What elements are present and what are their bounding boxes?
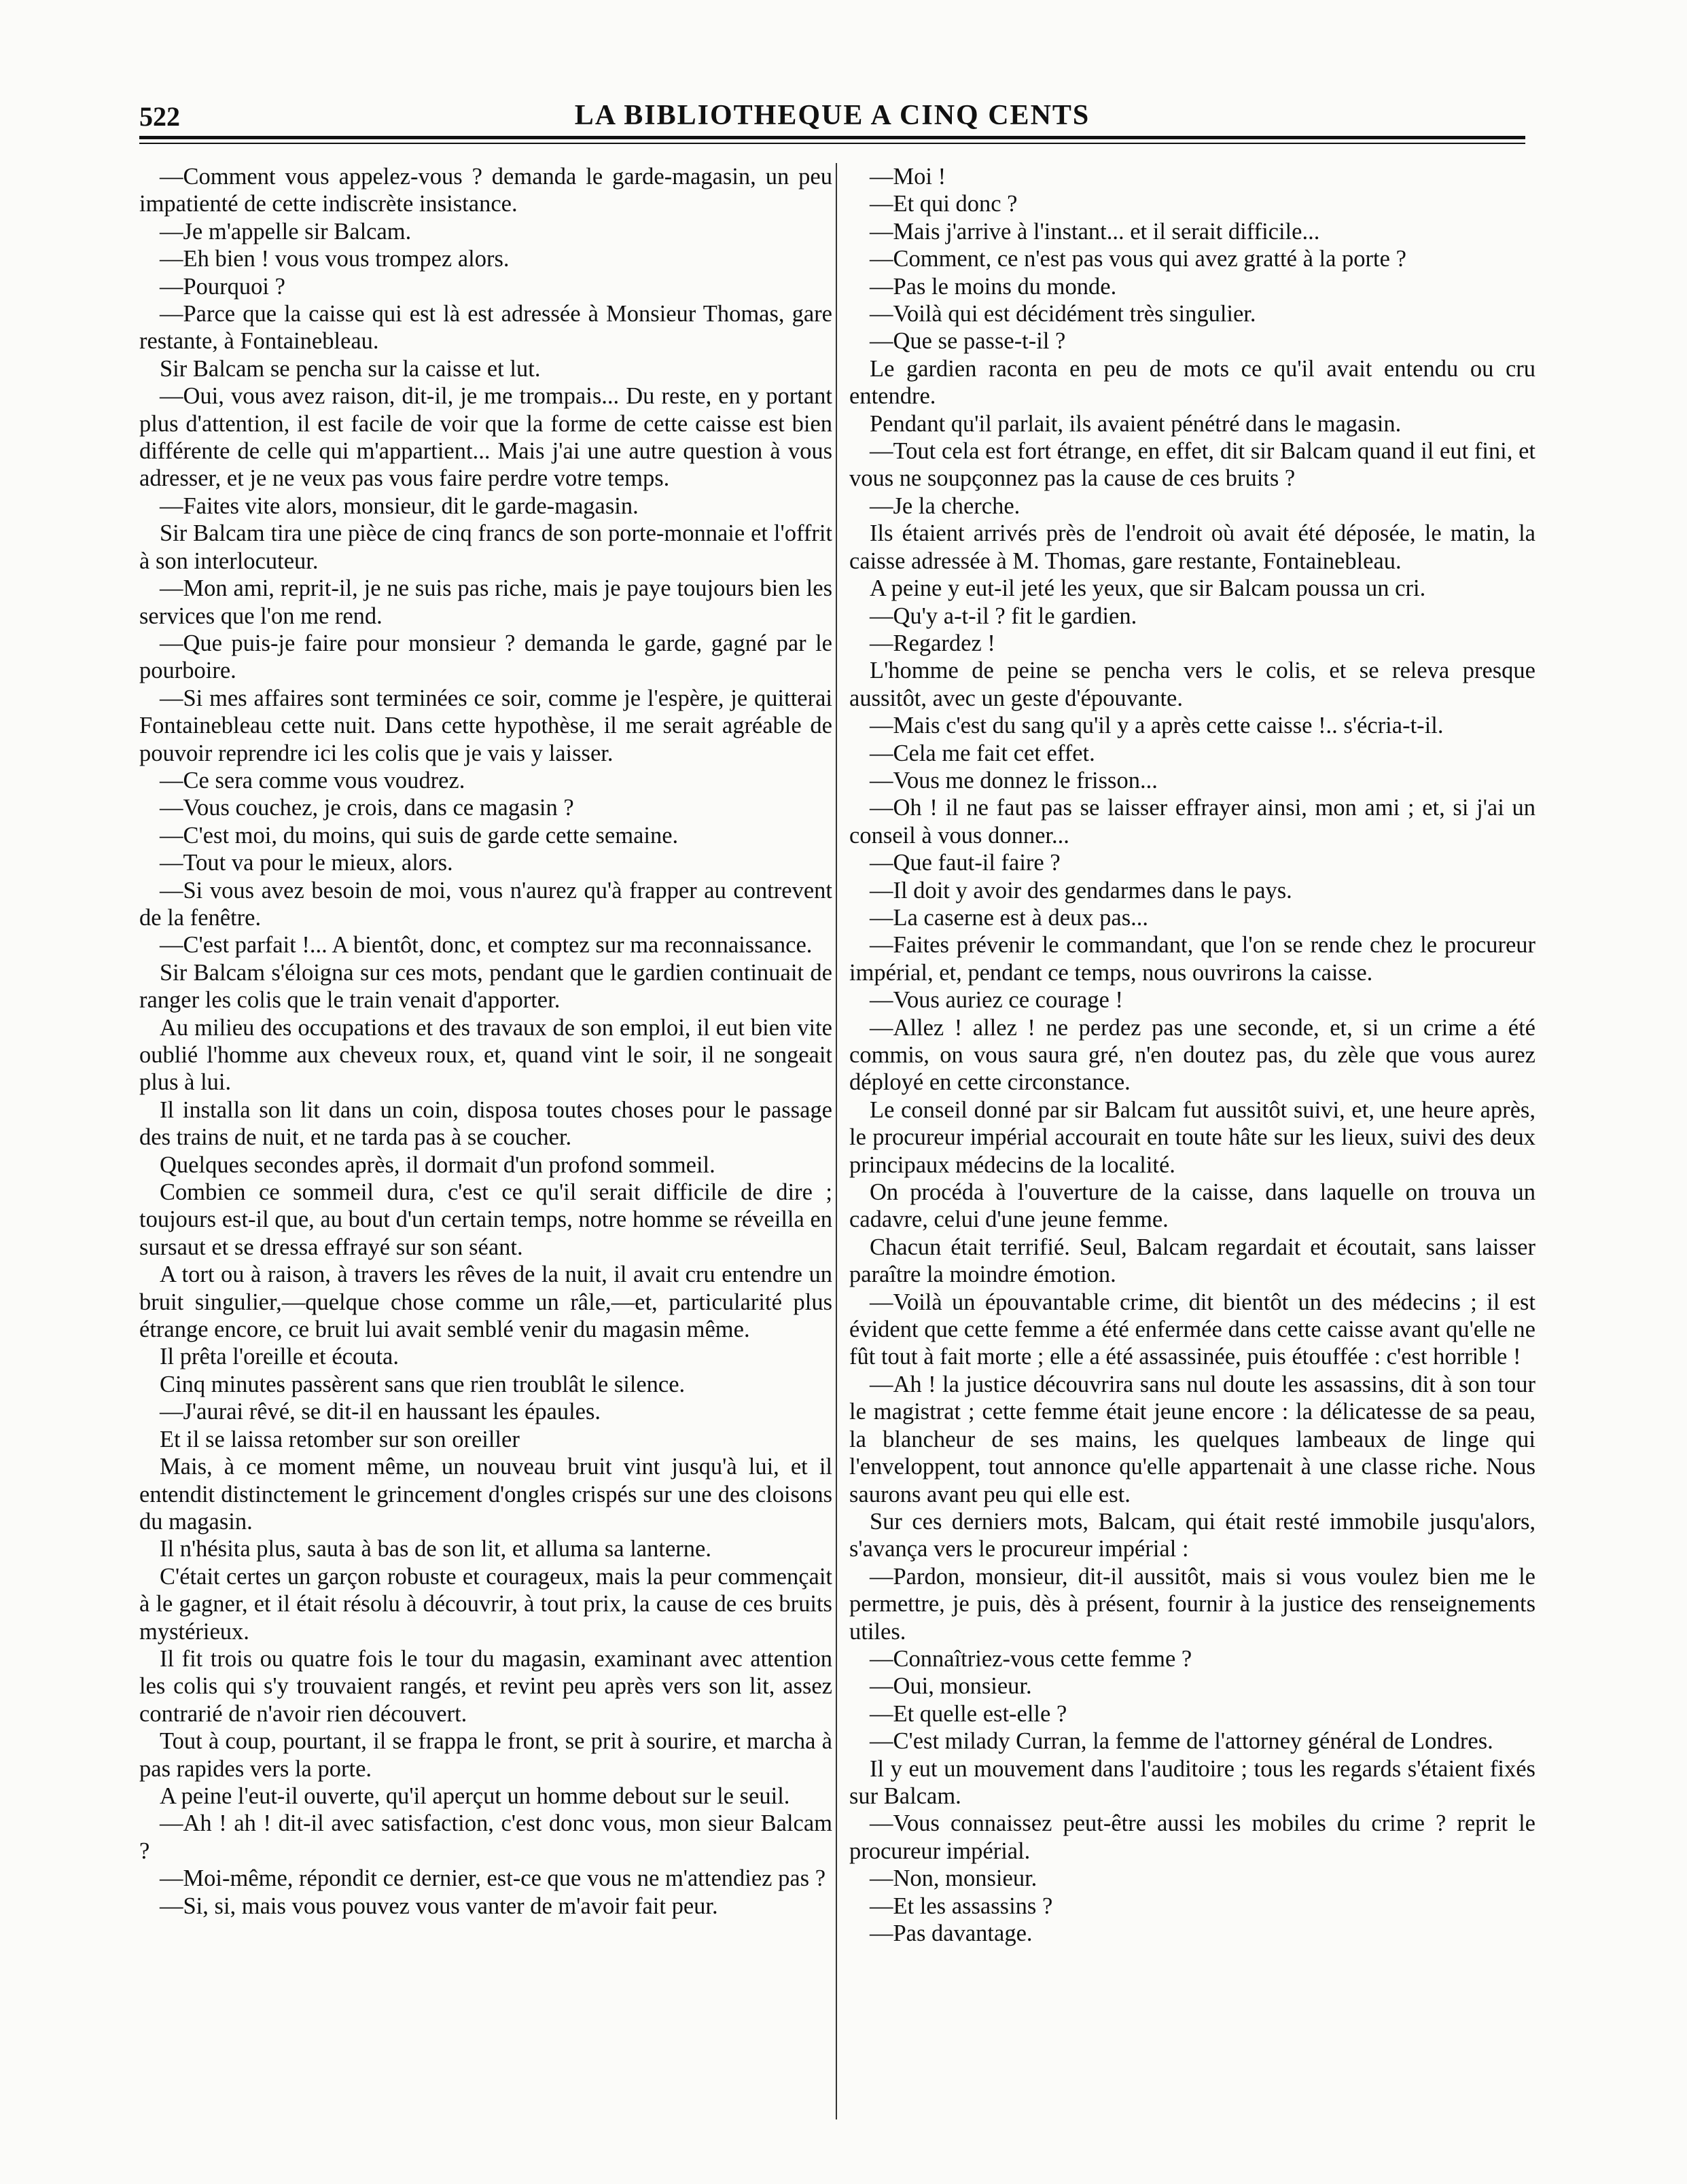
paragraph: —Ah ! ah ! dit-il avec satisfaction, c'est donc vous, mon sieur Balcam ?	[139, 1810, 832, 1864]
paragraph: Il y eut un mouvement dans l'auditoire ; tous les regards s'étaient fixés sur Balcam.	[849, 1755, 1535, 1809]
paragraph: —Mais j'arrive à l'instant... et il serait difficile...	[870, 218, 1320, 245]
paragraph: A tort ou à raison, à travers les rêves de la nuit, il avait cru entendre un bruit singulier,—quelque chose comme un râle,—et, particularité plus étrange encore, ce bruit lui avait semblé venir du magasin même.	[139, 1261, 832, 1343]
paragraph: —Oh ! il ne faut pas se laisser effrayer ainsi, mon ami ; et, si j'ai un conseil à vous donner...	[849, 795, 1535, 848]
paragraph: A peine l'eut-il ouverte, qu'il aperçut un homme debout sur le seuil.	[160, 1783, 790, 1809]
paragraph: —Moi !	[870, 164, 946, 190]
paragraph: —Je m'appelle sir Balcam.	[160, 218, 412, 245]
paragraph: Sir Balcam se pencha sur la caisse et lut.	[160, 355, 541, 382]
left-column	[139, 163, 832, 1920]
paragraph: A peine y eut-il jeté les yeux, que sir Balcam poussa un cri.	[870, 575, 1426, 602]
paragraph: —Et qui donc ?	[870, 191, 1018, 217]
paragraph: —Que puis-je faire pour monsieur ? demanda le garde, gagné par le pourboire.	[139, 630, 832, 684]
paragraph: Cinq minutes passèrent sans que rien troublât le silence.	[160, 1371, 686, 1397]
paragraph: —Oui, vous avez raison, dit-il, je me trompais... Du reste, en y portant plus d'attention, il est facile de voir que la forme de cette caisse est bien différente de celle qui m'appartient... Mais j'ai une autre question à vous adresser, et je ne veux pas vous faire perdre votre temps.	[139, 383, 832, 492]
page-number: 522	[139, 101, 180, 132]
paragraph: Au milieu des occupations et des travaux de son emploi, il eut bien vite oublié l'homme aux cheveux roux, et, quand vint le soir, il ne songeait plus à lui.	[139, 1014, 832, 1096]
paragraph: Il n'hésita plus, sauta à bas de son lit, et alluma sa lanterne.	[160, 1536, 711, 1562]
running-header	[139, 95, 1525, 136]
paragraph: —Eh bien ! vous vous trompez alors.	[160, 246, 510, 272]
paragraph: —Pas le moins du monde.	[870, 273, 1117, 300]
paragraph: —Que se passe-t-il ?	[870, 328, 1066, 355]
paragraph: —Si vous avez besoin de moi, vous n'aurez qu'à frapper au contrevent de la fenêtre.	[139, 877, 832, 931]
paragraph: —Moi-même, répondit ce dernier, est-ce que vous ne m'attendiez pas ?	[160, 1865, 826, 1892]
paragraph: Et il se laissa retomber sur son oreiller	[160, 1426, 520, 1452]
paragraph: Sur ces derniers mots, Balcam, qui était resté immobile jusqu'alors, s'avança vers le procureur impérial :	[849, 1508, 1535, 1562]
paragraph: Combien ce sommeil dura, c'est ce qu'il serait difficile de dire ; toujours est-il que, au bout d'un certain temps, notre homme se réveilla en sursaut et se dressa effrayé sur son séant.	[139, 1179, 832, 1260]
paragraph: —C'est parfait !... A bientôt, donc, et comptez sur ma reconnaissance.	[160, 932, 813, 959]
paragraph: —Voilà qui est décidément très singulier.	[870, 301, 1256, 327]
paragraph: —Ah ! la justice découvrira sans nul doute les assassins, dit à son tour le magistrat ; cette femme était jeune encore : la délicatesse de sa peau, la blancheur de ses mains, les quelques lambeaux de linge qui l'enveloppent, tout annonce qu'elle appartenait à une classe riche. Nous saurons avant peu qui elle est.	[849, 1371, 1535, 1507]
paragraph: —Comment vous appelez-vous ? demanda le garde-magasin, un peu impatienté de cette indiscrète insistance.	[139, 164, 832, 217]
paragraph: —Comment, ce n'est pas vous qui avez gratté à la porte ?	[870, 246, 1406, 272]
header-rule	[139, 136, 1525, 139]
paragraph: Il prêta l'oreille et écouta.	[160, 1344, 399, 1370]
paragraph: Quelques secondes après, il dormait d'un profond sommeil.	[160, 1151, 715, 1178]
paragraph: —Qu'y a-t-il ? fit le gardien.	[870, 603, 1137, 629]
paragraph: —Non, monsieur.	[870, 1865, 1037, 1892]
paragraph: —Ce sera comme vous voudrez.	[160, 767, 465, 793]
paragraph: —La caserne est à deux pas...	[870, 904, 1148, 931]
paragraph: —Pourquoi ?	[160, 273, 285, 300]
paragraph: Il installa son lit dans un coin, disposa toutes choses pour le passage des trains de nuit, et ne tarda pas à se coucher.	[139, 1096, 832, 1151]
paragraph: —C'est moi, du moins, qui suis de garde cette semaine.	[160, 822, 679, 848]
paragraph: —Regardez !	[870, 630, 995, 656]
paragraph: —Faites vite alors, monsieur, dit le garde-magasin.	[160, 493, 639, 519]
paragraph: —Que faut-il faire ?	[870, 850, 1061, 876]
paragraph: —Vous me donnez le frisson...	[870, 767, 1158, 793]
paragraph: —Pas davantage.	[870, 1920, 1033, 1946]
page-title: LA BIBLIOTHEQUE A CINQ CENTS	[574, 100, 1090, 131]
header-rule-thin	[139, 143, 1525, 144]
paragraph: Le conseil donné par sir Balcam fut aussitôt suivi, et, une heure après, le procureur impérial accourait en toute hâte sur les lieux, suivi des deux principaux médecins de la localité.	[849, 1096, 1535, 1178]
paragraph: —Vous connaissez peut-être aussi les mobiles du crime ? reprit le procureur impérial.	[849, 1810, 1535, 1864]
paragraph: —Cela me fait cet effet.	[870, 740, 1095, 766]
paragraph: Sir Balcam s'éloigna sur ces mots, pendant que le gardien continuait de ranger les colis que le train venait d'apporter.	[139, 959, 832, 1014]
paragraph: —Parce que la caisse qui est là est adressée à Monsieur Thomas, gare restante, à Fontainebleau.	[139, 301, 832, 355]
paragraph: —Oui, monsieur.	[870, 1673, 1032, 1700]
paragraph: —Et les assassins ?	[870, 1893, 1053, 1919]
paragraph: —Connaîtriez-vous cette femme ?	[870, 1645, 1192, 1672]
paragraph: —Mon ami, reprit-il, je ne suis pas riche, mais je paye toujours bien les services que l'on me rend.	[139, 575, 832, 629]
paragraph: C'était certes un garçon robuste et courageux, mais la peur commençait à le gagner, et il était résolu à découvrir, à tout prix, la cause de ces bruits mystérieux.	[139, 1563, 832, 1645]
paragraph: Chacun était terrifié. Seul, Balcam regardait et écoutait, sans laisser paraître la moindre émotion.	[849, 1234, 1535, 1288]
paragraph: —Mais c'est du sang qu'il y a après cette caisse !.. s'écria-t-il.	[870, 713, 1444, 739]
paragraph: —Vous auriez ce courage !	[870, 987, 1123, 1014]
paragraph: —Et quelle est-elle ?	[870, 1700, 1067, 1727]
paragraph: Mais, à ce moment même, un nouveau bruit vint jusqu'à lui, et il entendit distinctement le grincement d'ongles crispés sur une des cloisons du magasin.	[139, 1454, 832, 1535]
paragraph: —Il doit y avoir des gendarmes dans le pays.	[870, 877, 1292, 903]
paragraph: —Je la cherche.	[870, 493, 1020, 519]
right-column	[849, 163, 1535, 1947]
paragraph: —Faites prévenir le commandant, que l'on se rende chez le procureur impérial, et, pendant ce temps, nous ouvrirons la caisse.	[849, 932, 1535, 986]
paragraph: —Pardon, monsieur, dit-il aussitôt, mais si vous voulez bien me le permettre, je puis, dès à présent, fournir à la justice des renseignements utiles.	[849, 1563, 1535, 1645]
paragraph: L'homme de peine se pencha vers le colis, et se releva presque aussitôt, avec un geste d'épouvante.	[849, 658, 1535, 711]
paragraph: Ils étaient arrivés près de l'endroit où avait été déposée, le matin, la caisse adressée à M. Thomas, gare restante, Fontainebleau.	[849, 520, 1535, 574]
paragraph: On procéda à l'ouverture de la caisse, dans laquelle on trouva un cadavre, celui d'une jeune femme.	[849, 1179, 1535, 1233]
paragraph: Sir Balcam tira une pièce de cinq francs de son porte-monnaie et l'offrit à son interlocuteur.	[139, 520, 832, 574]
paragraph: Le gardien raconta en peu de mots ce qu'il avait entendu ou cru entendre.	[849, 355, 1535, 410]
paragraph: —Si mes affaires sont terminées ce soir, comme je l'espère, je quitterai Fontainebleau cette nuit. Dans cette hypothèse, il me serait agréable de pouvoir reprendre ici les colis que je vais y laisser.	[139, 685, 832, 766]
paragraph: —Allez ! allez ! ne perdez pas une seconde, et, si un crime a été commis, on vous saura gré, n'en doutez pas, du zèle que vous aurez déployé en cette circonstance.	[849, 1014, 1535, 1096]
paragraph: Tout à coup, pourtant, il se frappa le front, se prit à sourire, et marcha à pas rapides vers la porte.	[139, 1728, 832, 1782]
column-divider	[836, 163, 837, 2119]
paragraph: —Voilà un épouvantable crime, dit bientôt un des médecins ; il est évident que cette femme a été enfermée dans cette caisse avant qu'elle ne fût tout à fait morte ; elle a été assassinée, puis étouffée : c'est horrible !	[849, 1289, 1535, 1370]
paragraph: Il fit trois ou quatre fois le tour du magasin, examinant avec attention les colis qui s'y trouvaient rangés, et revint peu après vers son lit, assez contrarié de n'avoir rien découvert.	[139, 1645, 832, 1727]
paragraph: —Vous couchez, je crois, dans ce magasin ?	[160, 795, 574, 821]
paragraph: —Tout va pour le mieux, alors.	[160, 850, 453, 876]
paragraph: Pendant qu'il parlait, ils avaient pénétré dans le magasin.	[870, 410, 1402, 437]
paragraph: —Tout cela est fort étrange, en effet, dit sir Balcam quand il eut fini, et vous ne soupçonnez pas la cause de ces bruits ?	[849, 438, 1535, 492]
paragraph: —J'aurai rêvé, se dit-il en haussant les épaules.	[160, 1399, 601, 1425]
paragraph: —Si, si, mais vous pouvez vous vanter de m'avoir fait peur.	[160, 1893, 718, 1919]
paragraph: —C'est milady Curran, la femme de l'attorney général de Londres.	[870, 1728, 1493, 1755]
